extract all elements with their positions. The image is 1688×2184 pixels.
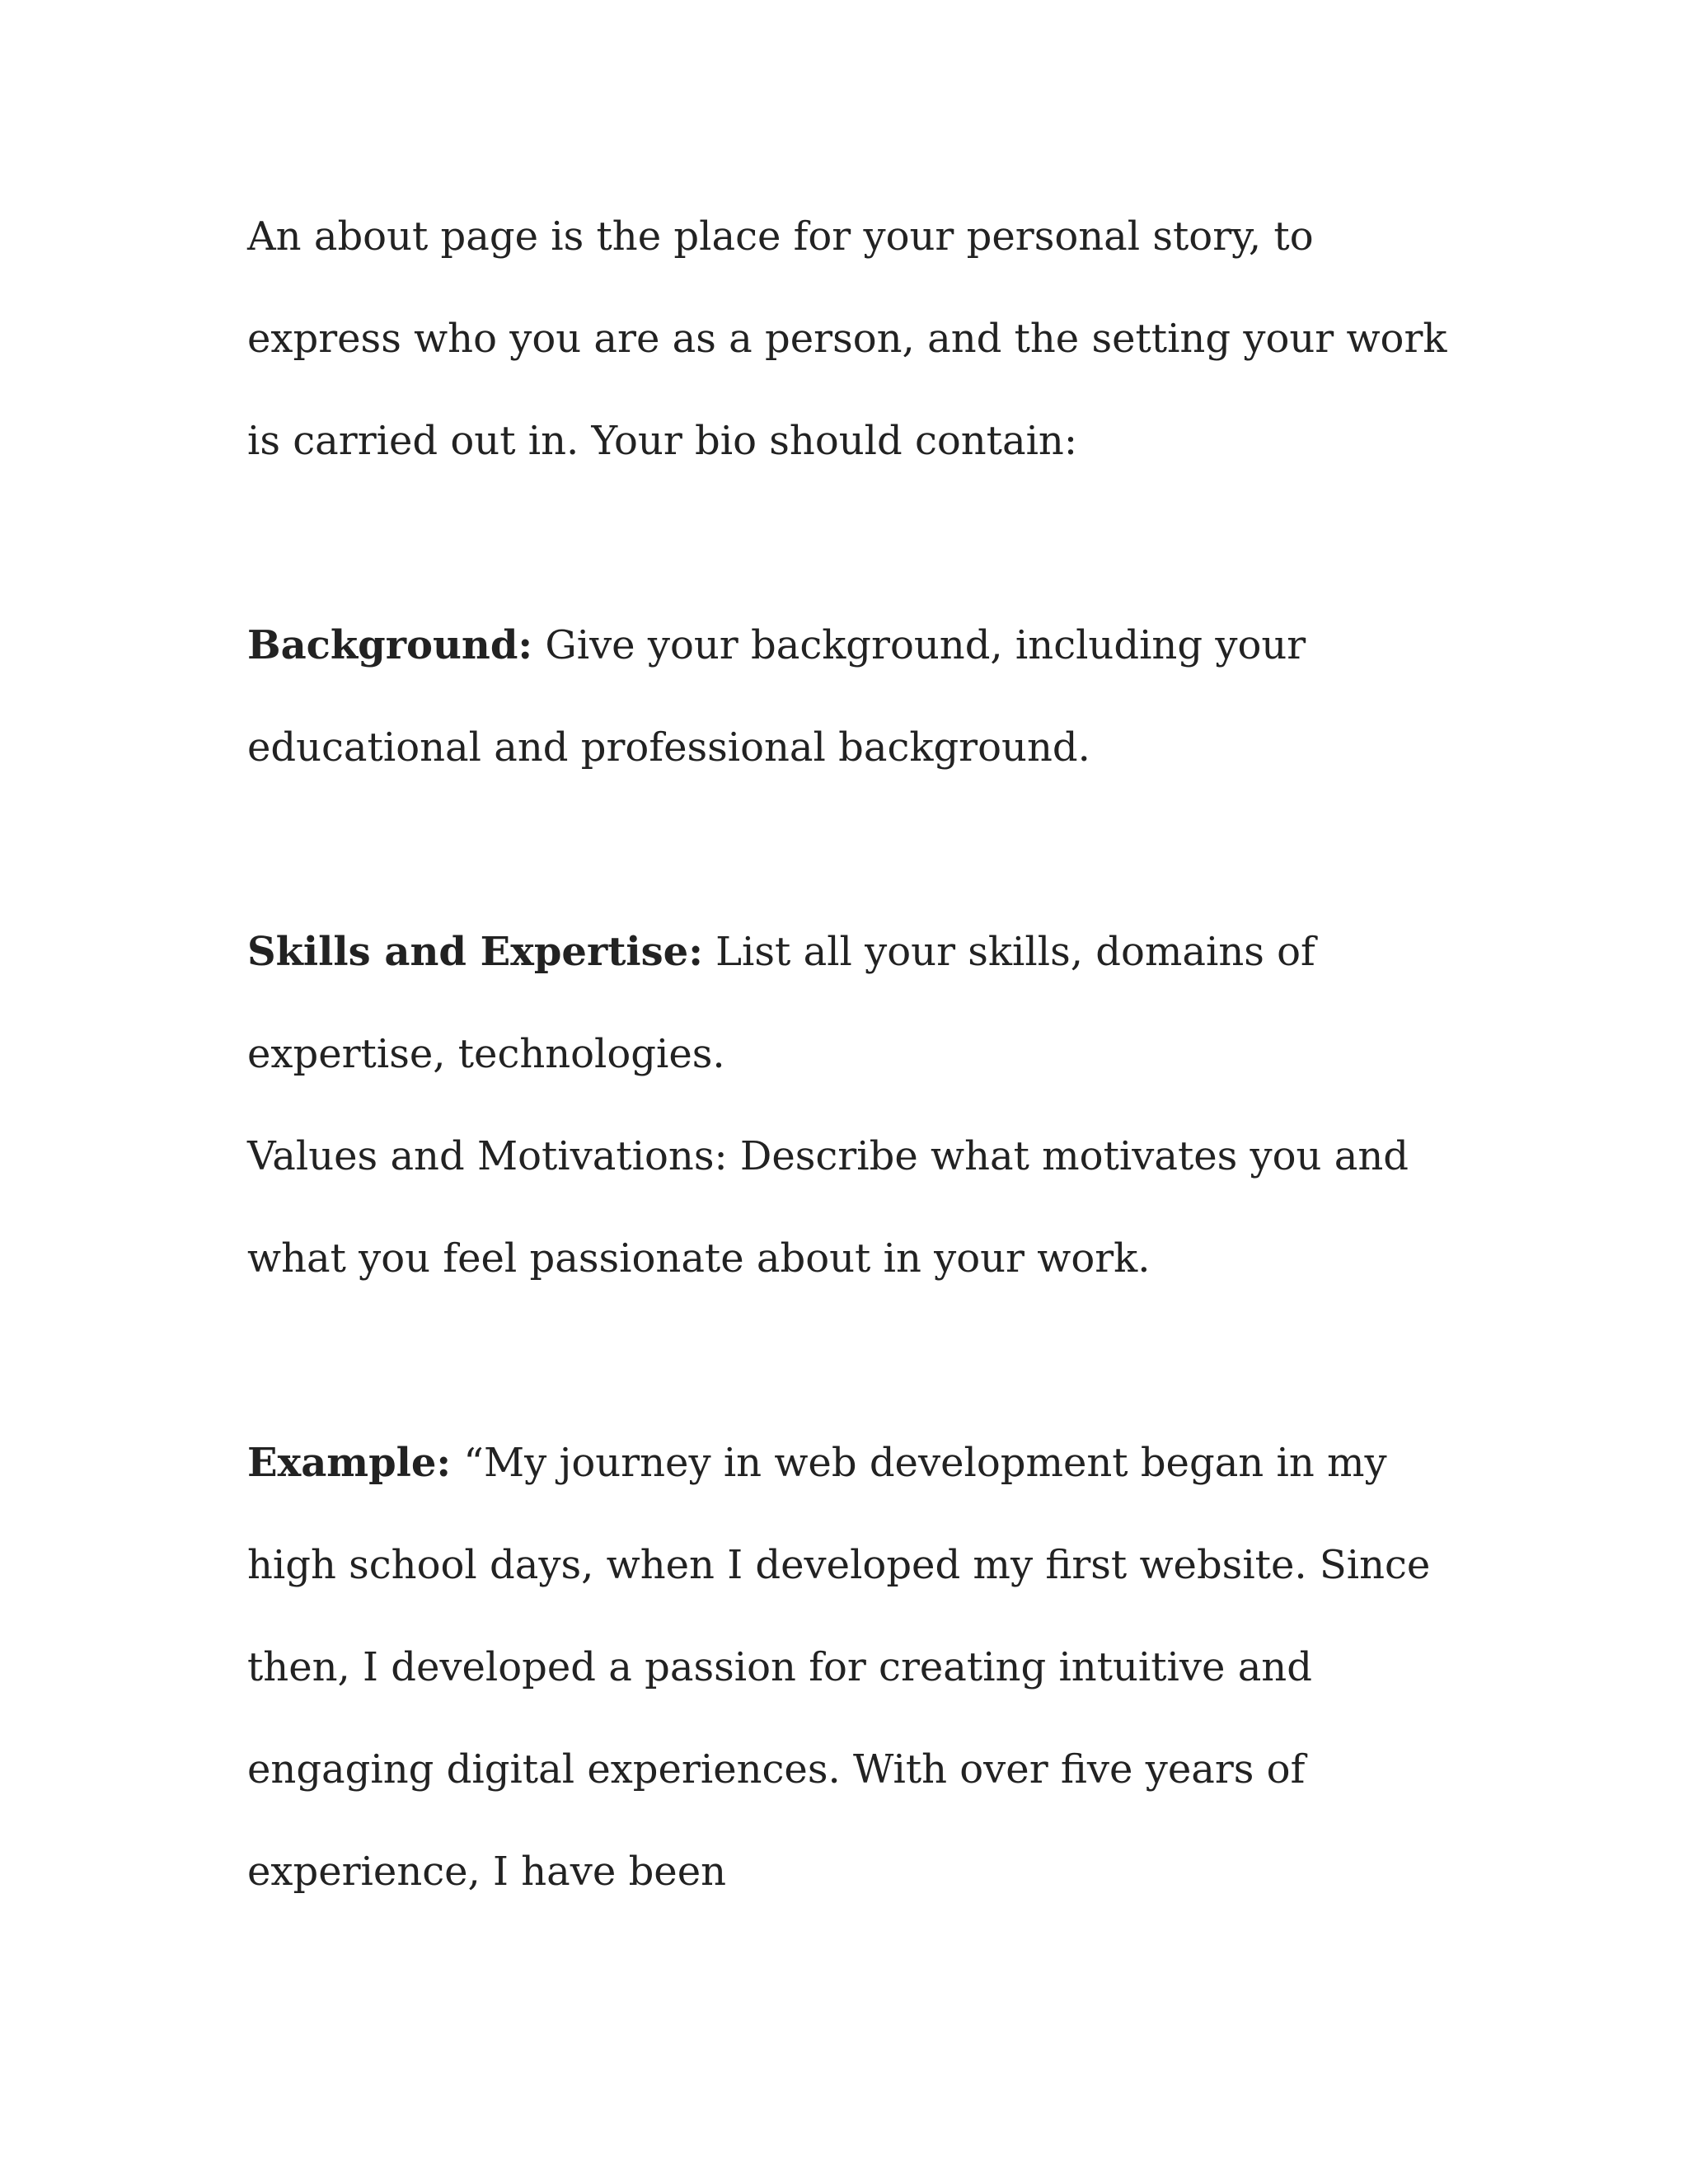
values-paragraph: Values and Motivations: Describe what motivates you and what you feel passionate about in your work. xyxy=(247,1133,1409,1282)
example-label: Example: xyxy=(247,1440,452,1486)
background-text: Give your background, including your educational and professional background. xyxy=(247,622,1306,771)
background-label: Background: xyxy=(247,622,533,668)
paragraph-spacer xyxy=(247,492,1451,594)
document-body xyxy=(247,185,1451,1923)
paragraph-spacer xyxy=(247,799,1451,901)
example-text: “My journey in web development began in my high school days, when I developed my first website. Since then, I developed a passion for creating intuitive and engaging digital experiences. With over five years of experience, I have been xyxy=(247,1440,1431,1895)
skills-paragraph xyxy=(247,901,1451,1105)
paragraph-spacer xyxy=(247,1310,1451,1412)
background-paragraph xyxy=(247,594,1451,799)
intro-paragraph: An about page is the place for your personal story, to express who you are as a person, and the setting your work is carried out in. Your bio should contain: xyxy=(247,213,1447,464)
skills-label: Skills and Expertise: xyxy=(247,929,703,975)
skills-text: List all your skills, domains of expertise, technologies. xyxy=(247,929,1315,1077)
example-paragraph xyxy=(247,1412,1451,1923)
